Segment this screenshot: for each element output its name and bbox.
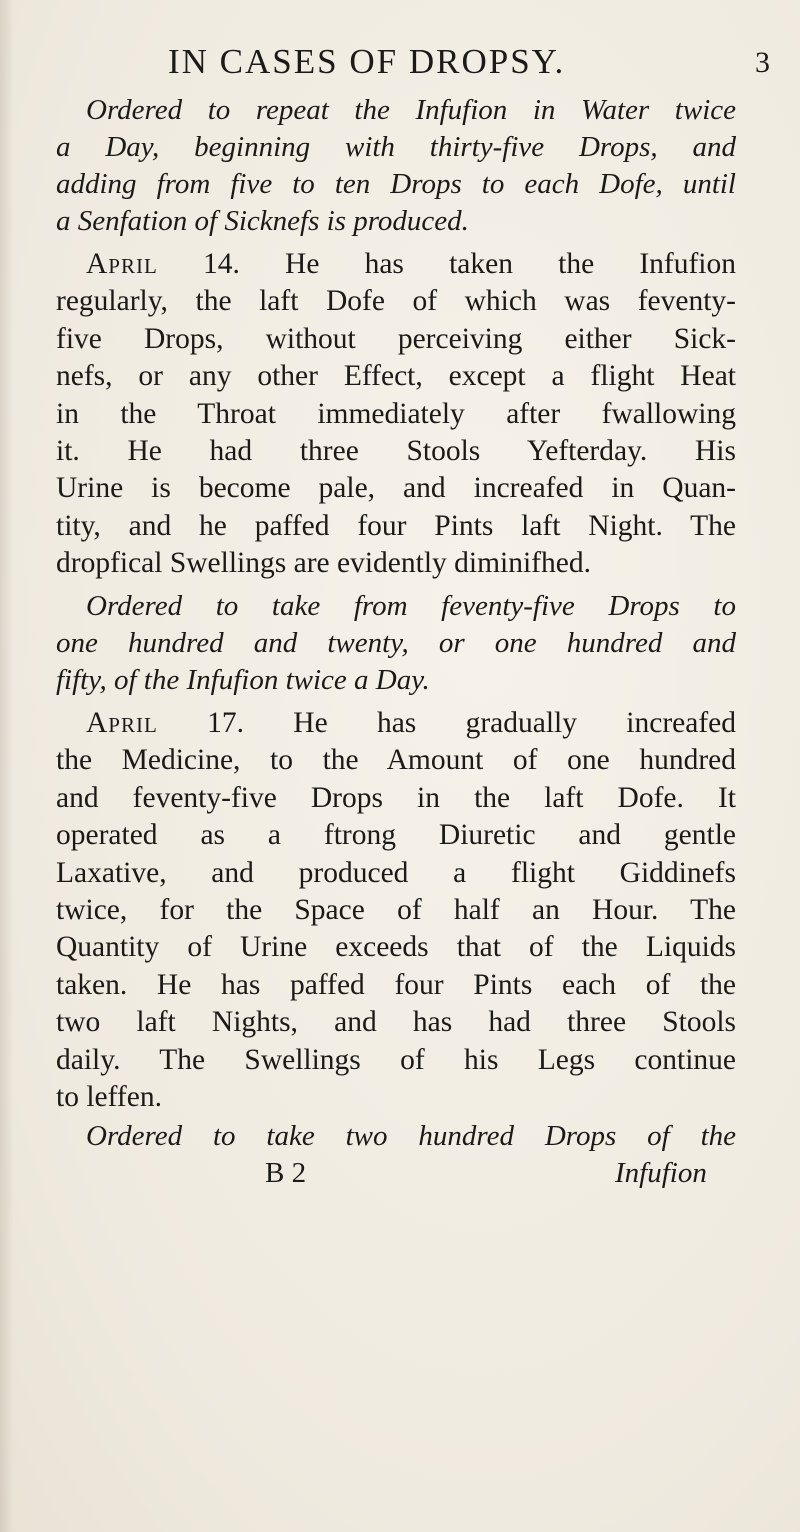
text-line: and feventy-five Drops in the laft Dofe. It xyxy=(56,781,736,814)
text-line: dropfical Swellings are evidently diminifhed. xyxy=(56,547,591,580)
text-line: a Senfation of Sicknefs is produced. xyxy=(56,205,469,237)
text-line: in the Throat immediately after fwallowing xyxy=(56,397,736,430)
signature-mark: B 2 xyxy=(265,1157,307,1189)
text-line: Ordered to repeat the Infufion in Water twice xyxy=(86,94,736,126)
text-line xyxy=(56,705,736,742)
order-paragraph-3 xyxy=(56,1118,736,1155)
text-line: Quantity of Urine exceeds that of the Liquids xyxy=(56,931,736,964)
date-line-text: 14. He has taken the Infufion xyxy=(157,248,736,280)
text-line: fifty, of the Infufion twice a Day. xyxy=(56,664,430,696)
text-line: regularly, the laft Dofe of which was feventy- xyxy=(56,285,736,318)
text-line: it. He had three Stools Yefterday. His xyxy=(56,435,736,468)
text-line: daily. The Swellings of his Legs continue xyxy=(56,1043,736,1076)
text-line: the Medicine, to the Amount of one hundred xyxy=(56,744,736,777)
text-line: five Drops, without perceiving either Sick- xyxy=(56,322,736,355)
text-line: Ordered to take two hundred Drops of the xyxy=(86,1120,736,1152)
page-number: 3 xyxy=(755,46,770,79)
date-line-text: 17. He has gradually increafed xyxy=(157,707,736,739)
text-line: a Day, beginning with thirty-five Drops, and xyxy=(56,131,736,163)
text-line: one hundred and twenty, or one hundred and xyxy=(56,627,736,659)
text-line: Urine is become pale, and increafed in Quan- xyxy=(56,472,736,505)
text-line: operated as a ftrong Diuretic and gentle xyxy=(56,819,736,852)
entry-april-17 xyxy=(56,705,736,1116)
date-label: April xyxy=(86,248,158,280)
text-line: adding from five to ten Drops to each Dofe, until xyxy=(56,168,736,200)
gutter-shadow xyxy=(0,0,14,1532)
text-line: tity, and he paffed four Pints laft Night. The xyxy=(56,509,736,542)
text-line: Ordered to take from feventy-five Drops to xyxy=(86,590,736,622)
catchword: Infufion xyxy=(615,1157,707,1189)
text-line xyxy=(56,246,736,283)
text-line: taken. He has paffed four Pints each of the xyxy=(56,968,736,1001)
text-line: to leffen. xyxy=(56,1081,162,1114)
running-head: IN CASES OF DROPSY. xyxy=(168,42,566,81)
text-line: two laft Nights, and has had three Stools xyxy=(56,1006,736,1039)
page-footer xyxy=(60,1155,740,1192)
order-paragraph-1 xyxy=(56,92,736,240)
order-paragraph-2 xyxy=(56,588,736,699)
text-line: twice, for the Space of half an Hour. The xyxy=(56,894,736,927)
date-label: April xyxy=(86,707,158,739)
entry-april-14 xyxy=(56,246,736,583)
text-line: nefs, or any other Effect, except a flight Heat xyxy=(56,360,736,393)
text-line: Laxative, and produced a flight Giddinefs xyxy=(56,856,736,889)
